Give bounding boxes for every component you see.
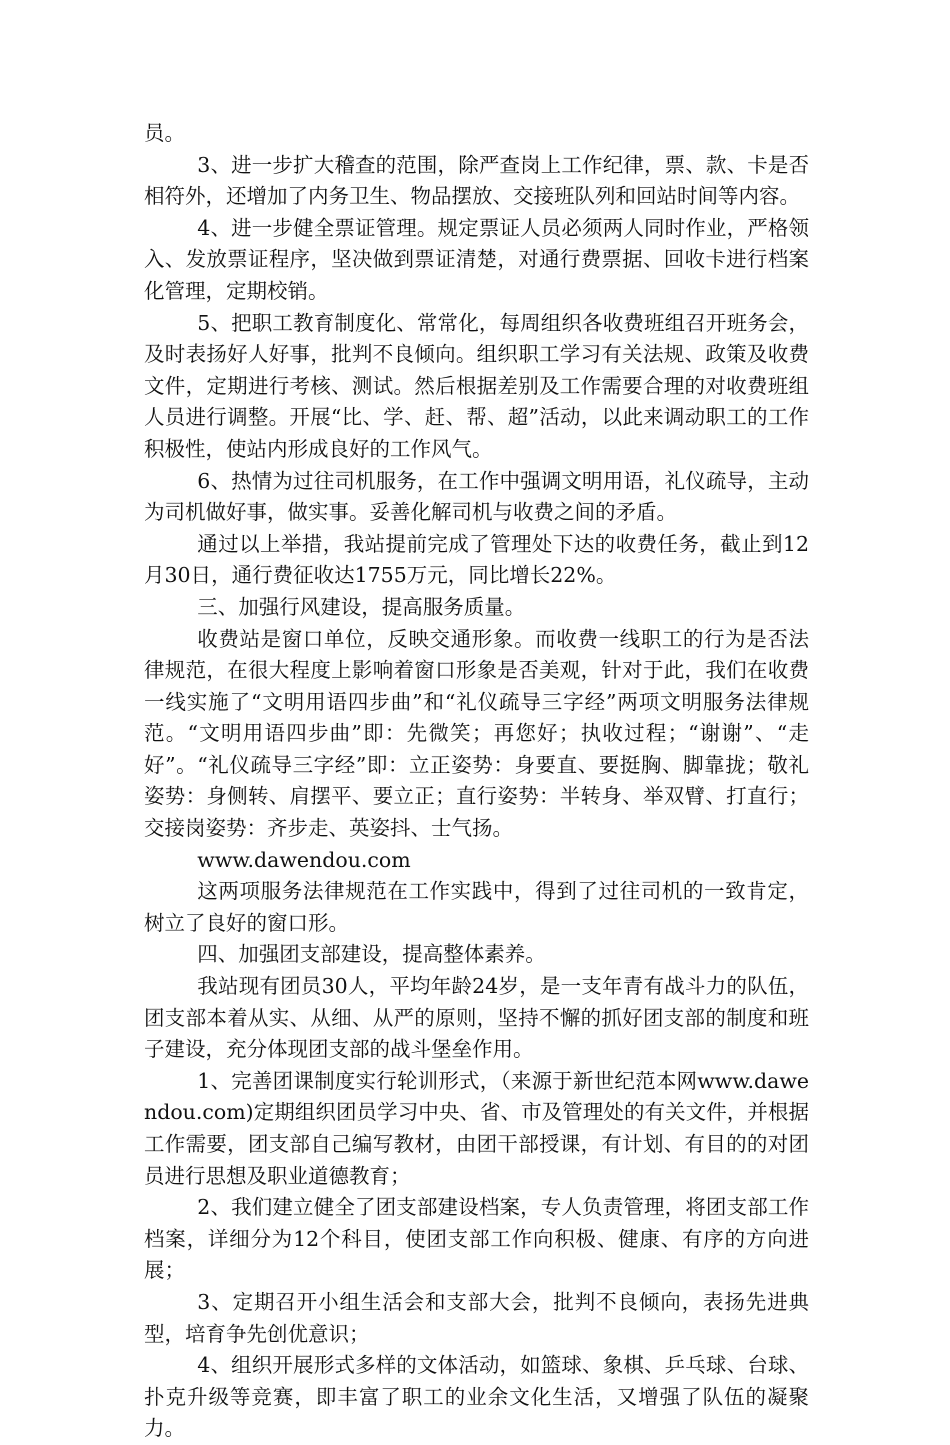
- website-line: www.dawendou.com: [197, 847, 411, 872]
- paragraph: 员。: [144, 121, 185, 145]
- section-heading: 四、加强团支部建设，提高整体素养。: [197, 942, 546, 967]
- section-heading: 三、加强行风建设，提高服务质量。: [197, 594, 526, 619]
- paragraph: 3、定期召开小组生活会和支部大会，批判不良倾向，表扬先进典型，培育争先创优意识；: [144, 1289, 809, 1346]
- paragraph: 这两项服务法律规范在工作实践中，得到了过往司机的一致肯定，树立了良好的窗口形。: [144, 879, 809, 935]
- paragraph: 收费站是窗口单位，反映交通形象。而收费一线职工的行为是否法律规范，在很大程度上影响着窗口形象是否美观，针对于此，我们在收费一线实施了“文明用语四步曲”和“礼仪疏导三字经”两项文明服务法律规范。“文明用语四步曲”即：先微笑；再您好；执收过程；“谢谢”、“走好”。“礼仪疏导三字经”即：立正姿势：身要直、要挺胸、脚靠拢；敬礼姿势：身侧转、肩摆平、要立正；直行姿势：半转身、举双臂、打直行；交接岗姿势：齐步走、英姿抖、士气扬。: [144, 626, 809, 841]
- document-body: [144, 118, 809, 1445]
- paragraph: 4、组织开展形式多样的文体活动，如篮球、象棋、乒乓球、台球、扑克升级等竞赛，即丰富了职工的业余文化生活，又增强了队伍的凝聚力。: [144, 1353, 809, 1441]
- paragraph: 1、完善团课制度实行轮训形式，（来源于新世纪范本网www.dawendou.com)定期组织团员学习中央、省、市及管理处的有关文件，并根据工作需要，团支部自己编写教材，由团干部授课，有计划、有目的的对团员进行思想及职业道德教育；: [144, 1068, 809, 1188]
- paragraph: 通过以上举措，我站提前完成了管理处下达的收费任务，截止到12月30日，通行费征收达1755万元，同比增长22%。: [144, 531, 809, 588]
- paragraph: 5、把职工教育制度化、常常化，每周组织各收费班组召开班务会，及时表扬好人好事，批判不良倾向。组织职工学习有关法规、政策及收费文件，定期进行考核、测试。然后根据差别及工作需要合理的对收费班组人员进行调整。开展“比、学、赶、帮、超”活动，以此来调动职工的工作积极性，使站内形成良好的工作风气。: [144, 310, 809, 461]
- paragraph: 我站现有团员30人，平均年龄24岁，是一支年青有战斗力的队伍，团支部本着从实、从细、从严的原则，坚持不懈的抓好团支部的制度和班子建设，充分体现团支部的战斗堡垒作用。: [144, 974, 809, 1062]
- paragraph: 3、进一步扩大稽查的范围，除严查岗上工作纪律，票、款、卡是否相符外，还增加了内务卫生、物品摆放、交接班队列和回站时间等内容。: [144, 152, 809, 209]
- paragraph: 2、我们建立健全了团支部建设档案，专人负责管理，将团支部工作档案，详细分为12个科目，使团支部工作向积极、健康、有序的方向进展；: [144, 1195, 809, 1283]
- paragraph: 4、进一步健全票证管理。规定票证人员必须两人同时作业，严格领入、发放票证程序，坚决做到票证清楚，对通行费票据、回收卡进行档案化管理，定期校销。: [144, 215, 809, 303]
- paragraph: 6、热情为过往司机服务，在工作中强调文明用语，礼仪疏导，主动为司机做好事，做实事。妥善化解司机与收费之间的矛盾。: [144, 468, 809, 525]
